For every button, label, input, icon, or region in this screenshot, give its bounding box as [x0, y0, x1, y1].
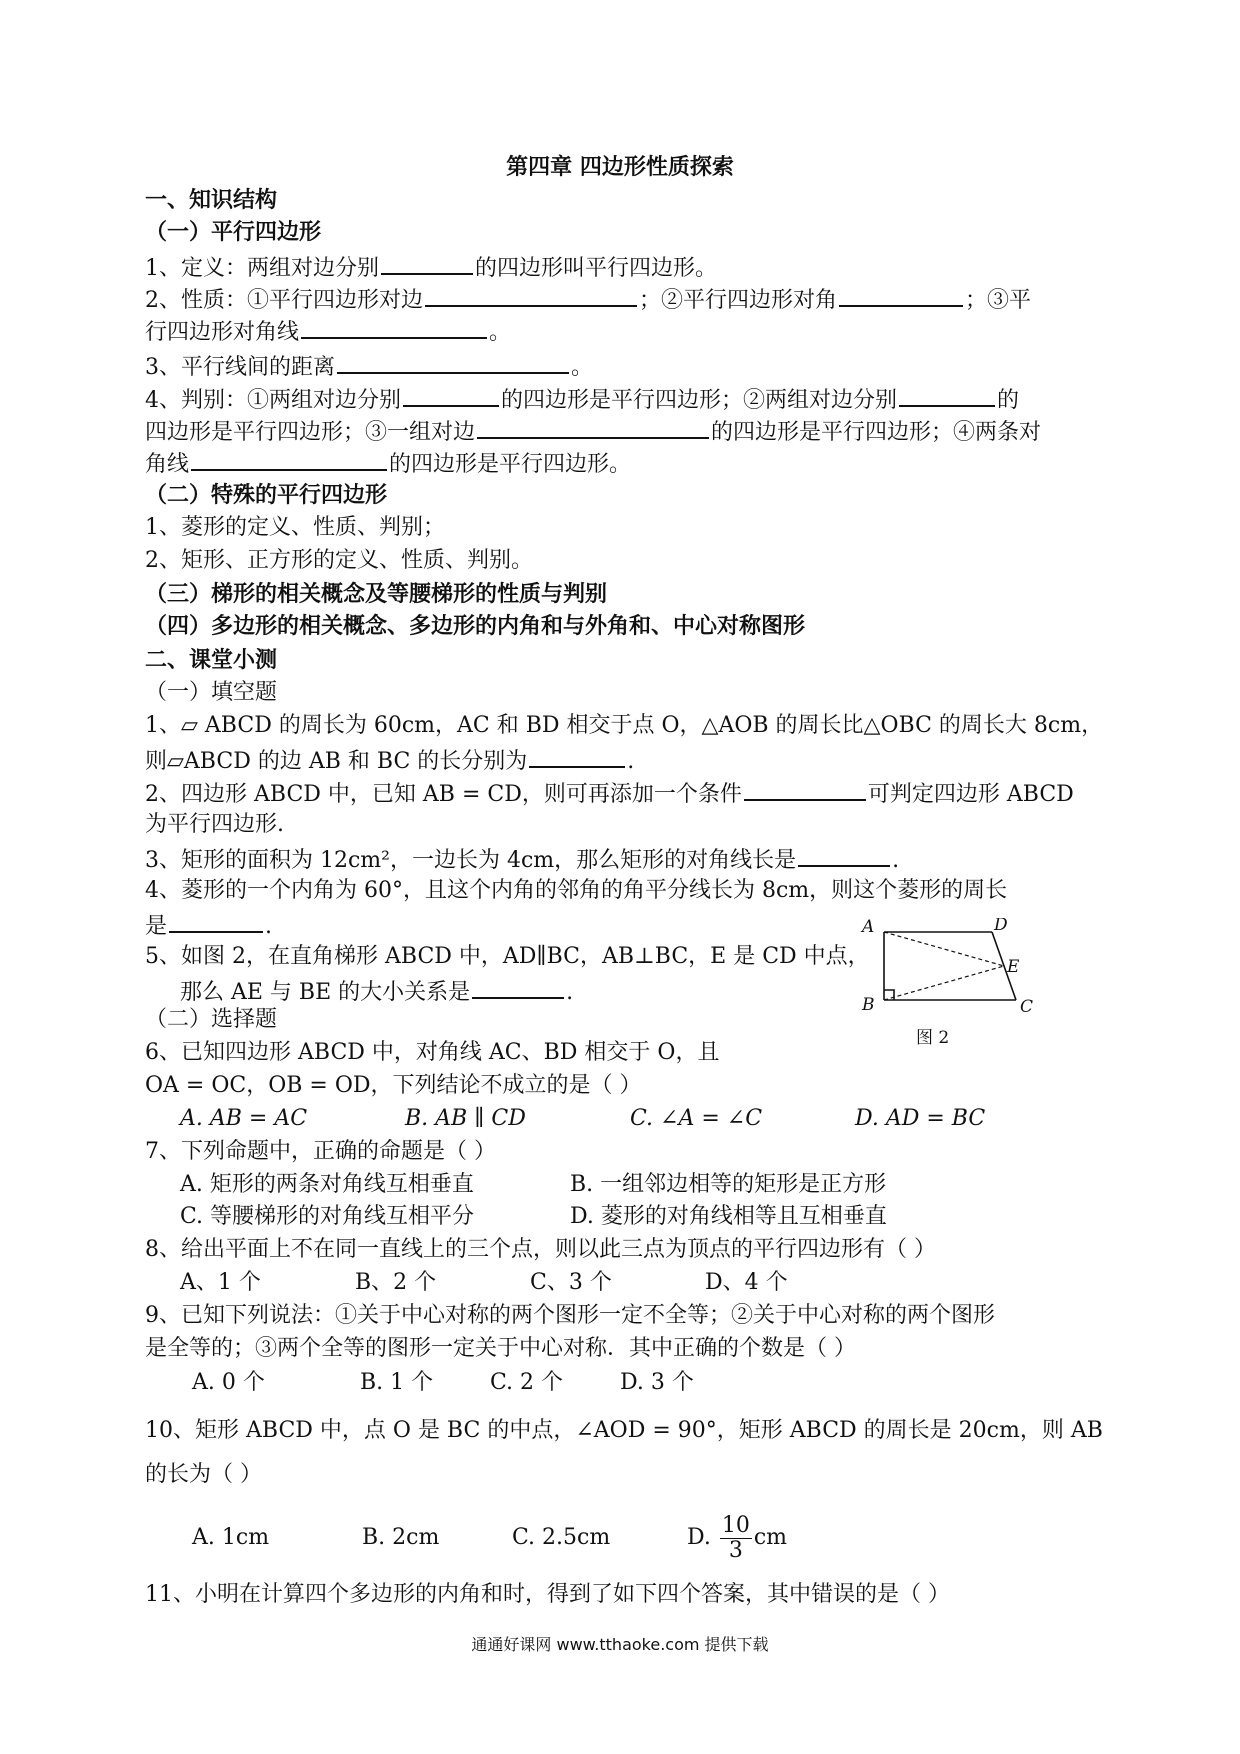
text-span: 1、定义：两组对边分别: [145, 256, 379, 281]
question-1-line-2: [145, 744, 634, 777]
text-line: 2、矩形、正方形的定义、性质、判别。: [145, 548, 533, 573]
subsection-heading-fill: （一）填空题: [145, 680, 278, 705]
text-line: [145, 251, 717, 284]
section-heading-2: 二、课堂小测: [145, 647, 278, 673]
fraction-numerator: 10: [721, 1512, 750, 1538]
text-span: 。: [571, 355, 594, 380]
text-span: 。: [489, 320, 512, 345]
option-d[interactable]: D. AD = BC: [855, 1106, 986, 1131]
option-c[interactable]: C. 等腰梯形的对角线互相平分: [180, 1204, 475, 1229]
option-a[interactable]: A. 矩形的两条对角线互相垂直: [180, 1172, 474, 1197]
fraction-unit: cm: [753, 1525, 788, 1550]
text-span: 那么 AE 与 BE 的大小关系是: [180, 980, 471, 1005]
subsection-heading-2: （二）特殊的平行四边形: [145, 482, 388, 508]
answer-blank[interactable]: [301, 315, 487, 339]
figure-2: [856, 918, 1046, 1058]
question-6-line-2: OA = OC，OB = OD，下列结论不成立的是（ ）: [145, 1073, 642, 1098]
text-span: .: [566, 980, 574, 1005]
option-c[interactable]: C. ∠A = ∠C: [630, 1106, 763, 1131]
text-span: 是: [145, 914, 168, 939]
question-9-line-2: 是全等的；③两个全等的图形一定关于中心对称．其中正确的个数是（ ）: [145, 1336, 856, 1361]
question-5-line-1: 5、如图 2，在直角梯形 ABCD 中，AD∥BC，AB⊥BC，E 是 CD 中点，: [145, 944, 870, 969]
option-c[interactable]: C. 2 个: [490, 1370, 564, 1395]
label-D: D: [994, 918, 1008, 935]
footer-text: 通通好课网 www.tthaoke.com 提供下载: [471, 1635, 769, 1654]
text-span: .: [892, 848, 900, 873]
fraction-denominator: 3: [728, 1537, 743, 1563]
subsection-heading-choice: （二）选择题: [145, 1007, 278, 1032]
subsection-heading-1: （一）平行四边形: [145, 219, 322, 245]
question-5-line-2: [180, 975, 573, 1008]
option-a[interactable]: A、1 个: [180, 1270, 261, 1295]
text-span: 的四边形是平行四边形。: [389, 452, 632, 477]
text-span: 3、矩形的面积为 12cm²，一边长为 4cm，那么矩形的对角线长是: [145, 848, 797, 873]
segment-BE: [884, 966, 1004, 1000]
text-span: 的四边形叫平行四边形。: [475, 256, 718, 281]
subsection-heading-3: （三）梯形的相关概念及等腰梯形的性质与判别: [145, 581, 608, 607]
text-span: 的四边形是平行四边形；②两组对边分别: [501, 388, 898, 413]
answer-blank[interactable]: [403, 383, 499, 407]
answer-blank[interactable]: [169, 909, 263, 933]
label-B: B: [862, 995, 875, 1015]
label-A: A: [862, 918, 875, 937]
text-span: 角线: [145, 452, 190, 477]
option-d[interactable]: D. 菱形的对角线相等且互相垂直: [570, 1204, 887, 1229]
text-span: 四边形是平行四边形；③一组对边: [145, 420, 476, 445]
text-line: [145, 350, 593, 383]
answer-blank[interactable]: [337, 350, 569, 374]
question-10-line-1: 10、矩形 ABCD 中，点 O 是 BC 的中点，∠AOD = 90°，矩形 ABCD 的周长是 20cm，则 AB: [145, 1418, 1103, 1443]
text-line: [145, 315, 511, 348]
text-span: .: [627, 749, 635, 774]
question-4-line-1: 4、菱形的一个内角为 60°，且这个内角的邻角的角平分线长为 8cm，则这个菱形的周长: [145, 878, 1008, 903]
question-6-options: [180, 1104, 985, 1134]
option-d[interactable]: D、4 个: [705, 1270, 788, 1295]
answer-blank[interactable]: [744, 777, 866, 801]
text-span: 可判定四边形 ABCD: [867, 782, 1074, 807]
text-span: 则▱ABCD 的边 AB 和 BC 的长分别为: [145, 749, 528, 774]
page-title: 第四章 四边形性质探索: [506, 154, 734, 180]
question-7: 7、下列命题中，正确的命题是（ ）: [145, 1139, 496, 1164]
segment-AE: [884, 932, 1004, 966]
text-line: 1、菱形的定义、性质、判别；: [145, 515, 445, 540]
option-a[interactable]: A. 1cm: [192, 1525, 270, 1550]
label-E: E: [1007, 957, 1020, 977]
option-a[interactable]: A. AB = AC: [180, 1106, 308, 1131]
answer-blank[interactable]: [839, 283, 963, 307]
option-a[interactable]: A. 0 个: [192, 1370, 265, 1395]
question-3: [145, 843, 899, 876]
option-b[interactable]: B. 1 个: [360, 1370, 434, 1395]
label-C: C: [1020, 997, 1034, 1017]
question-8-options: [180, 1268, 788, 1298]
answer-blank[interactable]: [425, 283, 637, 307]
question-4-line-2: [145, 909, 272, 942]
question-10-line-2: 的长为（ ）: [145, 1462, 262, 1487]
figure-caption: 图 2: [916, 1028, 950, 1048]
option-b[interactable]: B. 2cm: [362, 1525, 440, 1550]
question-2-line-1: [145, 777, 1074, 810]
option-d[interactable]: [687, 1508, 787, 1568]
section-heading-1: 一、知识结构: [145, 187, 278, 213]
text-span: .: [265, 914, 273, 939]
option-b[interactable]: B、2 个: [355, 1270, 437, 1295]
question-8: 8、给出平面上不在同一直线上的三个点，则以此三点为顶点的平行四边形有（ ）: [145, 1237, 936, 1262]
answer-blank[interactable]: [529, 744, 625, 768]
answer-blank[interactable]: [899, 383, 995, 407]
option-c[interactable]: C、3 个: [530, 1270, 612, 1295]
right-angle-mark: [884, 990, 894, 1000]
trapezoid-diagram: [856, 918, 1046, 1058]
option-c[interactable]: C. 2.5cm: [512, 1525, 611, 1550]
text-line: [145, 415, 1041, 448]
text-line: [145, 447, 631, 480]
answer-blank[interactable]: [477, 415, 709, 439]
question-9-options: [192, 1368, 694, 1398]
option-b[interactable]: B. AB ∥ CD: [405, 1106, 526, 1131]
fraction-ten-thirds: [720, 1514, 752, 1563]
question-11: 11、小明在计算四个多边形的内角和时，得到了如下四个答案，其中错误的是（ ）: [145, 1582, 950, 1607]
answer-blank[interactable]: [472, 975, 564, 999]
text-span: 2、性质：①平行四边形对边: [145, 288, 423, 313]
question-7-options-row-2: [180, 1202, 887, 1232]
text-span: 的: [997, 388, 1020, 413]
question-6-line-1: 6、已知四边形 ABCD 中，对角线 AC、BD 相交于 O，且: [145, 1040, 720, 1065]
question-1-line-1: 1、▱ ABCD 的周长为 60cm，AC 和 BD 相交于点 O，△AOB 的周长比△OBC 的周长大 8cm，: [145, 713, 1104, 738]
text-span: 3、平行线间的距离: [145, 355, 335, 380]
answer-blank[interactable]: [381, 251, 473, 275]
text-span: 行四边形对角线: [145, 320, 300, 345]
question-10-options: [192, 1508, 787, 1568]
text-span: ；③平: [965, 288, 1032, 313]
text-span: 4、判别：①两组对边分别: [145, 388, 401, 413]
text-span: 2、四边形 ABCD 中，已知 AB = CD，则可再添加一个条件: [145, 782, 742, 807]
text-span: 的四边形是平行四边形；④两条对: [711, 420, 1042, 445]
option-b[interactable]: B. 一组邻边相等的矩形是正方形: [570, 1172, 887, 1197]
subsection-heading-4: （四）多边形的相关概念、多边形的内角和与外角和、中心对称图形: [145, 613, 806, 639]
answer-blank[interactable]: [191, 447, 387, 471]
answer-blank[interactable]: [798, 843, 890, 867]
text-line: [145, 283, 1031, 316]
option-d-label: D.: [687, 1525, 711, 1550]
question-9-line-1: 9、已知下列说法：①关于中心对称的两个图形一定不全等；②关于中心对称的两个图形: [145, 1303, 995, 1328]
text-span: ；②平行四边形对角: [639, 288, 838, 313]
option-d[interactable]: D. 3 个: [620, 1370, 694, 1395]
question-7-options-row-1: [180, 1170, 886, 1200]
text-line: [145, 383, 1019, 416]
question-2-line-2: 为平行四边形.: [145, 812, 284, 837]
